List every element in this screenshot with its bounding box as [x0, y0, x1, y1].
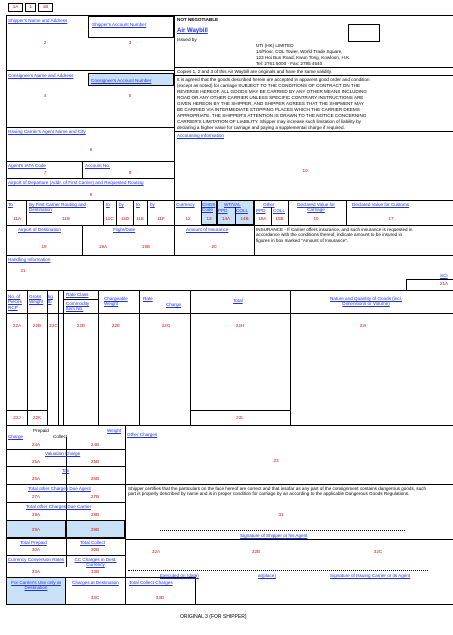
consignee-bottom [6, 127, 174, 128]
sci-top [406, 279, 453, 280]
cargo-header-bottom [6, 313, 453, 314]
charges-right-border [125, 425, 126, 605]
route-by-2: by [119, 202, 124, 207]
cargo-num-22c: 22C [49, 323, 58, 328]
iata-divider [82, 161, 83, 178]
dvcu-label: Declared Value for Customs [352, 202, 410, 207]
total-label: Total [233, 298, 243, 303]
charges-dest-label: Charges at Destination [72, 580, 119, 585]
dest-num-d: 33D [155, 595, 165, 600]
due-carrier-num-a: 28A [31, 512, 41, 517]
cargo-total-rule-2 [190, 410, 290, 411]
cargo-div-6 [190, 290, 191, 425]
shipper-bottom [6, 70, 174, 71]
cargo-num-22g: 22G [161, 323, 171, 328]
due-carrier-num-b: 28B [90, 512, 100, 517]
top-tab-1a-label: 1A [12, 4, 19, 9]
pieces-label: No. of Pieces RCP [8, 294, 22, 310]
conditions-line-4: ROAD OR ANY OTHER CARRIER UNLESS SPECIFIC CONTRARY INSTRUCTIONS ARE [177, 95, 364, 100]
total-num-a: 30A [31, 547, 41, 552]
charges-rule-2 [6, 466, 125, 467]
dest-div-2 [174, 225, 175, 255]
agent-bottom [6, 161, 174, 162]
at-label: at(place) [258, 573, 276, 578]
due-agent-label: Total other Charges Due Agent [28, 486, 91, 491]
carrier-sig-label: Signature of Issuing Carrier or its Agent [330, 573, 411, 578]
route-div-6 [174, 200, 175, 225]
conditions-line-5: GIVEN HEREON BY THE SHIPPER, AND SHIPPER AGREES THAT THE SHIPMENT MAY [177, 101, 364, 106]
to2-num: 11C [105, 216, 114, 221]
dest-airport-num: 18 [41, 244, 47, 249]
other-charges-bottom [125, 484, 453, 485]
cargo-div-1 [27, 290, 28, 425]
certification-num: 31 [278, 512, 284, 517]
consignee-name-label: Consignee's Name and Address [8, 73, 74, 78]
footer-label: ORIGINAL 3 (FOR SHIPPER) [180, 614, 247, 620]
cargo-num-22d: 22D [76, 323, 86, 328]
due-agent-num-a: 27A [31, 494, 41, 499]
weight-num-a: 24A [31, 442, 41, 447]
chargeable-label: Chargeable Weight [104, 296, 128, 307]
to-label: To [8, 202, 13, 207]
shipper-name-label: Shipper's Name and Address [8, 18, 68, 23]
total-collect-charges-label: Total Collect Charges [129, 580, 173, 585]
cargo-div-3b [63, 290, 64, 425]
top-tab-1-label: 1 [29, 4, 32, 9]
valuation-num-b: 25B [90, 459, 100, 464]
cargo-num-22i: 22I [359, 323, 367, 328]
top-tab-1b-label: 1B [42, 4, 49, 9]
weight-label-right: Weight [107, 428, 122, 433]
gross-label: Gross Weight [29, 294, 44, 305]
accounting-num: 10 [302, 168, 308, 173]
charge-label: Charge [166, 302, 182, 307]
total-prepaid-label: Total Prepaid [20, 540, 47, 545]
consignee-name-num: 4 [43, 93, 47, 98]
kg-label: kg lb [48, 294, 53, 305]
currency-label: Currency [176, 202, 195, 207]
cargo-total-22l: 22L [236, 415, 244, 420]
due-carrier-label: Total other Charges Due Carrier [26, 504, 92, 509]
route-by-3: by [150, 202, 155, 207]
oth-coll-num: 15B [275, 216, 284, 221]
oth-ppd-num: 15A [258, 216, 267, 221]
cargo-div-4 [98, 290, 99, 425]
blue-num-a: 29A [31, 527, 41, 532]
total-num-b: 30B [90, 547, 100, 552]
destination-bottom [6, 255, 453, 256]
by2-num: 11D [120, 216, 130, 221]
other-charges-num: 23 [273, 458, 279, 463]
shipper-account-num: 3 [128, 40, 132, 45]
chgs-label: CHGS Code [202, 202, 216, 213]
consignee-account-label: Consignee's Account Number [91, 78, 152, 83]
handling-bottom [6, 290, 453, 291]
commodity-label: Commodity Item No. [66, 301, 90, 312]
logo-image [348, 24, 380, 42]
charges-rule-7 [6, 555, 125, 556]
header-rule-1 [174, 67, 453, 68]
blue-num-b: 29B [90, 527, 100, 532]
charge-label-left: Charge [8, 434, 24, 439]
agent-account-num: 8 [128, 170, 132, 175]
tax-num-a: 26A [31, 476, 41, 481]
wt-coll-num: 14B [240, 216, 249, 221]
wtval-label: WT/VAL [224, 202, 241, 207]
weight-num-b: 24B [90, 442, 100, 447]
cargo-div-3 [58, 290, 59, 425]
wtval-ppd: PPD [218, 208, 228, 213]
route-div-10 [346, 200, 347, 225]
center-divider [174, 15, 175, 200]
handling-label: Handling Information [8, 257, 51, 262]
chgs-num: 13 [206, 216, 212, 221]
handling-num: 21 [20, 268, 26, 273]
exec-num-a: 32A [151, 549, 161, 554]
not-negotiable: NOT NEGOTIABLE [177, 17, 219, 22]
cargo-bottom [6, 425, 453, 426]
cargo-total-22j: 22J [13, 415, 21, 420]
charges-rule-4 [6, 502, 125, 503]
by3-num: 11F [157, 216, 165, 221]
sci-left [406, 279, 407, 290]
charges-rule-3 [6, 484, 125, 485]
tax-label: Tax [62, 468, 70, 473]
dest-charges-right [195, 577, 196, 605]
consignee-account-num: 5 [128, 93, 132, 98]
cargo-div-5 [139, 290, 140, 425]
dvcu-num: 17 [388, 216, 394, 221]
insurance-label: Amount of Insurance [186, 227, 229, 232]
departure-num: 9 [89, 192, 93, 197]
conditions-line-3: REVERSE HEREOF. ALL GOODS MAY BE CARRIED BY ANY OTHER MEANS INCLUDING [177, 89, 367, 94]
shipper-sig-label: Signature of Shipper or his Agent [240, 533, 308, 538]
other-coll: COLL [273, 208, 286, 213]
routing-bottom [6, 225, 453, 226]
flight-num-2: 19B [141, 244, 151, 249]
cargo-total-rule [6, 410, 47, 411]
other-label: Other [263, 202, 275, 207]
conditions-line-2: (except as noted) for carriage SUBJECT TO THE CONDITIONS OF CONTRACT ON THE [177, 83, 361, 88]
conditions-line-7: APPROPRIATE. THE SHIPPER'S ATTENTION IS DRAWN TO THE NOTICE CONCERNING [177, 113, 367, 118]
issuer-line-2: 14/Floor, COL Tower, World Trade Square, [256, 49, 343, 54]
dest-div-3 [254, 225, 255, 255]
due-agent-num-b: 27B [90, 494, 100, 499]
route-div-5 [147, 200, 148, 225]
dvc-num: 16 [313, 216, 319, 221]
currency-num-b: 33B [90, 569, 100, 574]
to3-num: 11E [136, 216, 144, 221]
other-ppd: PPD [256, 208, 266, 213]
dvc-label: Declared Value for Carriage [297, 202, 335, 213]
route-div-9 [288, 200, 289, 225]
cargo-num-22e: 22E [111, 323, 121, 328]
nature-label: Nature and Quantity of Goods (incl. Dimensions or Volume) [329, 296, 402, 307]
issuer-line-4: Tel: 2761 5000 · Fax: 2795 4540 [256, 61, 323, 66]
rate-class-label: Rate Class [66, 292, 89, 297]
issuer-line-3: 123 Hoi Bun Road, Kwun Tong, Kowloon, H.K. [256, 55, 351, 60]
flight-num-1: 19A [98, 244, 108, 249]
currency-rates-label: Currency Conversion Rates [7, 557, 65, 562]
insurance-note: INSURANCE - If Carrier offers insurance, and such insurance is requested in accordance with the conditions thereof, indicate amount to be insured in figures in box marked "Amount of Insurance". [256, 227, 413, 243]
air-waybill-title: Air Waybill [177, 28, 208, 34]
cargo-num-22b: 22B [32, 323, 42, 328]
currency-num-a: 33A [31, 569, 41, 574]
sci-label: SCI [440, 273, 448, 278]
cargo-div-2 [47, 290, 48, 425]
sci-num: 21A [439, 281, 449, 286]
agent-name-num: 6 [89, 147, 93, 152]
charges-rule-6 [6, 538, 125, 539]
agent-name-label: Issuing Carrier's Agent Name and City [8, 129, 86, 134]
charges-rule-1 [6, 449, 125, 450]
carriers-use-label: For Carrier's Use only at Destination [11, 580, 61, 591]
dest-airport-label: Airport of Destination [18, 227, 61, 232]
rate-class-rule [63, 299, 98, 300]
conditions-line-1: It is agreed that the goods described herein are accepted in apparent good order and condition [177, 77, 370, 82]
cargo-div-7 [290, 290, 291, 425]
first-carrier-label: By First Carrier Routing and Destination [29, 202, 86, 213]
issuer-line-1: UTI (HK) LIMITED [256, 43, 294, 48]
flight-label: Flight/Date [113, 227, 136, 232]
wt-ppd-num: 14A [221, 216, 231, 221]
valuation-label: Valuation Charge [45, 451, 81, 456]
copies-note: Copies 1, 2 and 3 of this Air Waybill are originals and have the same validity. [177, 69, 332, 74]
conditions-line-9: declaring a higher value for carriage and paying a supplemental charge if required. [177, 125, 345, 130]
shipper-name-num: 2 [43, 40, 47, 45]
certification-bottom [125, 539, 453, 540]
route-to-3: to [136, 202, 140, 207]
issued-by: Issued by [177, 37, 197, 42]
wtval-coll: COLL [236, 208, 249, 213]
other-charges-label: Other Charges [127, 432, 158, 437]
cargo-num-22a: 22A [12, 323, 22, 328]
tax-num-b: 26B [90, 476, 100, 481]
currency-num: 12 [185, 216, 191, 221]
agent-iata-num: 7 [43, 170, 47, 175]
prepaid-label: Prepaid [33, 428, 49, 433]
conditions-line-8: CARRIER'S LIMITATION OF LIABILITY. Shipper may increase such limitation of liability by [177, 119, 361, 124]
route-to-2: to [106, 202, 110, 207]
exec-line [128, 570, 428, 571]
first-carrier-num: 11B [62, 216, 70, 221]
route-div-1 [26, 200, 27, 225]
insurance-num: 20 [211, 244, 217, 249]
cc-charges-label: CC Charges in Dest. Currency [74, 557, 117, 568]
cargo-num-22h: 22H [235, 323, 245, 328]
shipper-account-label: Shipper's Account Number [92, 22, 147, 27]
rate-label: Rate [143, 296, 153, 301]
departure-label: Airport of Departure (Addr. of First Carrier) and Requested Routing [8, 180, 144, 185]
certification-text: Shipper certifies that the particulars on the face hereof are correct and that insofar as any part of the consignment contains dangerous goods, such part is properly described by name and is in proper condition for carriage by air according to the applicable Dangerous Goods Regulations. [128, 486, 427, 497]
header-rule-2 [174, 75, 453, 76]
agent-account-label: Account No. [85, 163, 111, 168]
total-collect-label: Total Collect [80, 540, 106, 545]
dest-div-1 [82, 225, 83, 255]
valuation-num-a: 25A [31, 459, 41, 464]
shipper-sig-line [160, 530, 405, 531]
iata-bottom [6, 178, 174, 179]
exec-num-c: 32C [373, 549, 383, 554]
exec-num-b: 32B [251, 549, 261, 554]
cargo-total-22k: 22K [32, 415, 42, 420]
conditions-line-6: BE CARRIED VIA INTERMEDIATE STOPPING PLACES WHICH THE CARRIER DEEMS [177, 107, 360, 112]
agent-iata-label: Agent's IATA Code [8, 163, 46, 168]
dest-num-c: 33C [90, 595, 100, 600]
collect-label: Collect [53, 434, 68, 439]
to-num: 11A [13, 216, 21, 221]
accounting-label: Accounting Information [177, 133, 224, 138]
header-rule-3 [174, 131, 453, 132]
executed-label: Executed on (date) [160, 573, 199, 578]
